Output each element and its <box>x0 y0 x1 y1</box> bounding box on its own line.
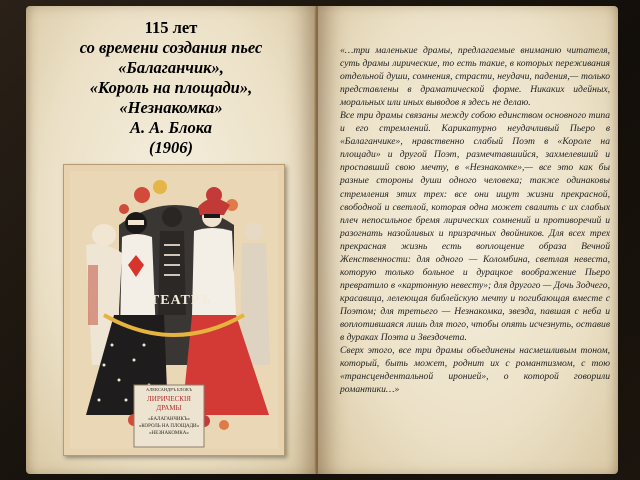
quote-text <box>340 44 610 396</box>
title-line: «Балаганчик», <box>118 58 224 77</box>
quote-paragraph: Сверх этого, все три драмы объединены насмешливым тоном, который, быть может, роднит их с романтизмом, с тою «трансцендентальной иронией», о которой говорили романтики…» <box>340 345 610 396</box>
book-cover-image <box>63 164 285 456</box>
quote-paragraph: Все три драмы связаны между собою единством основного типа и его стремлений. Карикатурно неудачливый Пьеро в «Балаганчике», нравственно слабый Поэт в «Короле на площади» и другой Поэт, размечтавшийся, захмелевший и проспавший свою мечту, в «Незнакомке»,— все это как бы разные стороны души одного человека; также одинаковы стремления этих трех: все они ищут жизни прекрасной, свободной и светлой, которая одна может свалить с их слабых плеч непосильное бремя лирических сомнений и противоречий и разогнать назойливых и призрачных двойников. Для всех трех прекрасная жизнь есть воплощение образа Вечной Женственности: для одного — Коломбина, светлая невеста, которую только больное и дурацкое воображение Пьеро превратило в «картонную невесту»; для другого — Дочь Зодчего, красавица, лелеющая библейскую мечту и погибающая вместе с Поэтом; для третьего — Незнакомка, звезда, павшая с неба и воплотившаяся лишь для того, чтобы опять исчезнуть, оставив в дураках Поэта и Звездочета. <box>340 110 610 344</box>
cover-plays-line: «КОРОЛЬ НА ПЛОЩАДИ» <box>138 424 200 429</box>
cover-genre-line: ДРАМЫ <box>156 404 182 412</box>
title-line: «Незнакомка» <box>119 98 223 117</box>
title-line: «Король на площади», <box>89 78 253 97</box>
cover-author-line: АЛЕКСАНДРЪ БЛОКЪ <box>145 387 193 392</box>
title-line: А. А. Блока <box>130 118 212 137</box>
title-line: со времени создания пьес <box>79 38 263 57</box>
cover-plays-line: «БАЛАГАНЧИКЪ» <box>148 417 190 422</box>
cover-theatre-word: ТЕАТРЪ <box>149 293 213 308</box>
open-book <box>26 6 618 474</box>
title-line: 115 лет <box>144 18 198 37</box>
page-title <box>26 18 316 158</box>
title-line: (1906) <box>149 138 193 157</box>
cover-genre-line: ЛИРИЧЕСКIЯ <box>147 395 191 403</box>
cover-plays-line: «НЕЗНАКОМКА» <box>149 431 189 436</box>
right-page <box>318 6 618 474</box>
left-page <box>26 6 316 474</box>
quote-paragraph: «…три маленькие драмы, предлагаемые вниманию читателя, суть драмы лирические, то есть такие, в которых переживания отдельной души, сомнения, страсти, неудачи, падения,— только представлены в драматической форме. Никаких идейных, моральных или иных выводов я здесь не делаю. <box>340 45 610 109</box>
